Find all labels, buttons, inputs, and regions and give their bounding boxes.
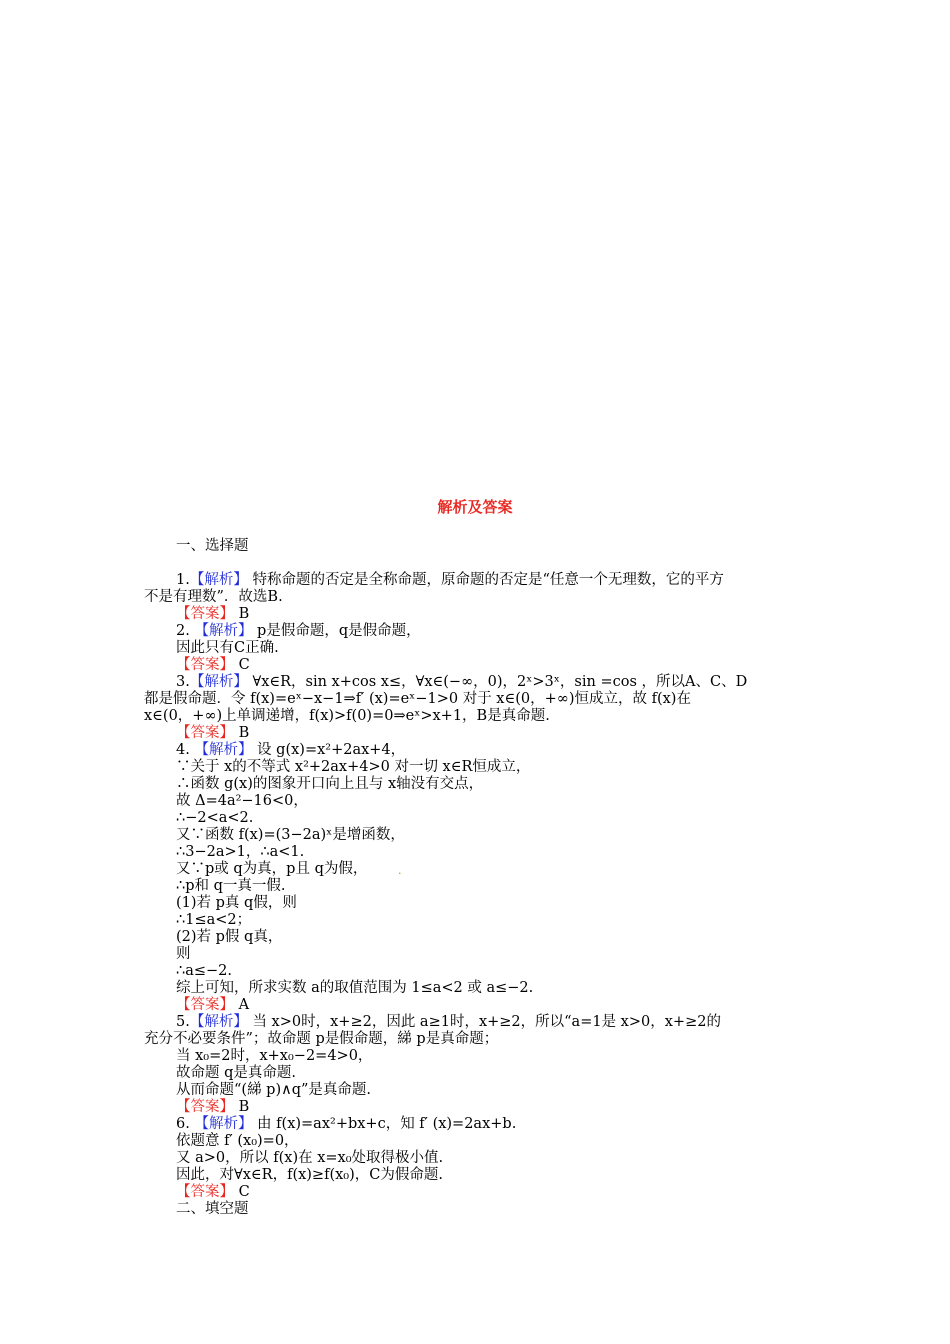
q6-answer: 【答案】 C xyxy=(176,1184,250,1200)
q2-analysis-cont: 因此只有C正确. xyxy=(176,640,279,656)
q4-line: 故 Δ=4a²−16<0， xyxy=(176,793,308,809)
q4-line: ∵关于 x的不等式 x²+2ax+4>0 对一切 x∈R恒成立， xyxy=(176,759,531,775)
section-heading-choice: 一、选择题 xyxy=(176,538,249,554)
q4-line: ∴1≤a<2； xyxy=(176,912,252,928)
q1-answer: 【答案】 B xyxy=(176,606,250,622)
q6-line: 依题意 f′ (x₀)=0， xyxy=(176,1133,299,1149)
q5-analysis: 5.【解析】 当 x>0时，x+≥2，因此 a≥1时，x+≥2，所以“a=1是 x>0，x+≥2的 xyxy=(176,1014,721,1030)
q4-analysis: 4. 【解析】 设 g(x)=x²+2ax+4， xyxy=(176,742,406,758)
q4-line: ∴p和 q一真一假. xyxy=(176,878,286,894)
answer-tag: 【答案】 xyxy=(176,997,234,1013)
q4-line: 又∵p或 q为真，p且 q为假， xyxy=(176,861,368,877)
q3-analysis-cont: x∈(0，+∞)上单调递增，f(x)>f(0)=0⇒eˣ>x+1，B是真命题. xyxy=(144,708,550,724)
q5-line: 充分不必要条件”；故命题 p是假命题，綈 p是真命题； xyxy=(144,1031,499,1047)
q2-answer: 【答案】 C xyxy=(176,657,250,673)
analysis-tag: 【解析】 xyxy=(189,572,248,588)
analysis-tag: 【解析】 xyxy=(194,1116,253,1132)
q6-analysis: 6. 【解析】 由 f(x)=ax²+bx+c，知 f′ (x)=2ax+b. xyxy=(176,1116,517,1132)
q4-line: ∴函数 g(x)的图象开口向上且与 x轴没有交点， xyxy=(176,776,484,792)
analysis-tag: 【解析】 xyxy=(194,623,253,639)
q4-line: ∴3−2a>1，∴a<1. xyxy=(176,844,305,860)
q4-line: ∴a≤−2. xyxy=(176,963,233,979)
answer-tag: 【答案】 xyxy=(176,1184,234,1200)
q5-answer: 【答案】 B xyxy=(176,1099,250,1115)
analysis-tag: 【解析】 xyxy=(189,1014,248,1030)
q3-answer: 【答案】 B xyxy=(176,725,250,741)
section-heading-fill: 二、填空题 xyxy=(176,1201,249,1217)
q4-line: (2)若 p假 q真， xyxy=(176,929,283,945)
answer-tag: 【答案】 xyxy=(176,725,234,741)
stray-mark: . xyxy=(398,864,402,877)
answer-tag: 【答案】 xyxy=(176,606,234,622)
answer-tag: 【答案】 xyxy=(176,1099,234,1115)
q3-analysis-cont: 都是假命题．令 f(x)=eˣ−x−1⇒f′ (x)=eˣ−1>0 对于 x∈(0，+∞)恒成立，故 f(x)在 xyxy=(144,691,691,707)
q4-answer: 【答案】 A xyxy=(176,997,250,1013)
q5-line: 故命题 q是真命题. xyxy=(176,1065,296,1081)
q4-line: 又∵函数 f(x)=(3−2a)ˣ是增函数， xyxy=(176,827,405,843)
q6-line: 因此，对∀x∈R，f(x)≥f(x₀)，C为假命题. xyxy=(176,1167,443,1183)
q1-analysis: 1.【解析】 特称命题的否定是全称命题，原命题的否定是“任意一个无理数，它的平方 xyxy=(176,572,724,588)
page-title: 解析及答案 xyxy=(437,498,513,516)
q4-line: 综上可知，所求实数 a的取值范围为 1≤a<2 或 a≤−2. xyxy=(176,980,534,996)
analysis-tag: 【解析】 xyxy=(189,674,248,690)
q3-analysis: 3.【解析】 ∀x∈R，sin x+cos x≤，∀x∈(−∞，0)，2ˣ>3ˣ，sin =cos ，所以A、C、D xyxy=(176,674,748,690)
q4-line: (1)若 p真 q假，则 xyxy=(176,895,297,911)
q6-line: 又 a>0，所以 f(x)在 x=x₀处取得极小值. xyxy=(176,1150,444,1166)
q4-line: 则 xyxy=(176,946,191,962)
q1-analysis-cont: 不是有理数”．故选B. xyxy=(144,589,283,605)
q4-line: ∴−2<a<2. xyxy=(176,810,254,826)
analysis-tag: 【解析】 xyxy=(194,742,253,758)
q5-line: 当 x₀=2时，x+x₀−2=4>0， xyxy=(176,1048,373,1064)
q5-line: 从而命题“(綈 p)∧q”是真命题. xyxy=(176,1082,372,1098)
q2-analysis: 2. 【解析】 p是假命题，q是假命题， xyxy=(176,623,421,639)
answer-tag: 【答案】 xyxy=(176,657,234,673)
